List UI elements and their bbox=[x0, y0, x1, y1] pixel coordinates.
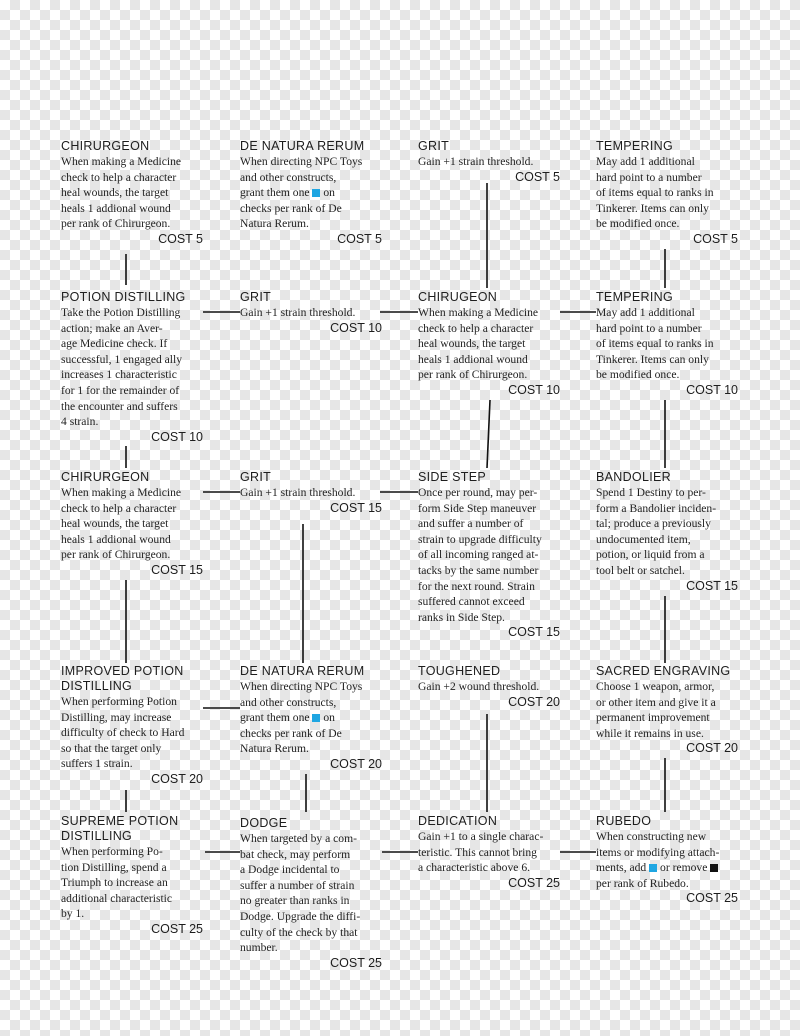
talent-description bbox=[418, 305, 560, 383]
talent-title: POTION DISTILLING bbox=[61, 290, 186, 304]
talent-title: SIDE STEP bbox=[418, 470, 486, 484]
description-text: When performing Po- tion Distilling, spend a Triumph to increase an additional characteristic by 1. bbox=[61, 845, 173, 921]
description-text: When targeted by a com- bat check, may perform a Dodge incidental to suffer a number of strain no greater than ranks in Dodge. Upgrade the diffi- culty of the check by that number. bbox=[240, 832, 361, 955]
talent-description bbox=[240, 679, 382, 757]
talent-card bbox=[61, 814, 203, 937]
talent-description bbox=[418, 829, 560, 876]
talent-description bbox=[596, 154, 738, 232]
talent-card bbox=[61, 139, 203, 247]
talent-title: IMPROVED POTION DISTILLING bbox=[61, 664, 184, 693]
talent-card bbox=[596, 470, 738, 594]
talent-title: DODGE bbox=[240, 816, 288, 830]
description-text: Gain +1 strain threshold. bbox=[418, 155, 534, 168]
description-text: on checks per rank of De Natura Rerum. bbox=[240, 711, 342, 756]
description-text: Gain +1 to a single charac- teristic. This cannot bring a characteristic above 6. bbox=[418, 830, 544, 875]
description-text: Gain +1 strain threshold. bbox=[240, 306, 356, 319]
description-text: When performing Potion Distilling, may increase difficulty of check to Hard so that the target only suffers 1 strain. bbox=[61, 695, 185, 771]
talent-cost: COST 20 bbox=[330, 756, 382, 771]
talent-title: SUPREME POTION DISTILLING bbox=[61, 814, 179, 843]
talent-cost: COST 10 bbox=[330, 320, 382, 335]
talent-cost: COST 20 bbox=[151, 771, 203, 786]
talent-description bbox=[240, 485, 382, 501]
talent-card bbox=[418, 139, 560, 185]
talent-cost: COST 5 bbox=[337, 231, 382, 246]
talent-title: GRIT bbox=[240, 290, 272, 304]
talent-title: DEDICATION bbox=[418, 814, 498, 828]
talent-title: CHIRURGEON bbox=[61, 470, 150, 484]
talent-cost: COST 15 bbox=[686, 578, 738, 593]
talent-title: SACRED ENGRAVING bbox=[596, 664, 731, 678]
description-text: Gain +1 strain threshold. bbox=[240, 486, 356, 499]
talent-card bbox=[596, 139, 738, 247]
talent-card bbox=[240, 816, 382, 971]
talent-cost: COST 15 bbox=[330, 500, 382, 515]
talent-description bbox=[596, 485, 738, 579]
description-text: May add 1 additional hard point to a number of items equal to ranks in Tinkerer. Items can only be modified once. bbox=[596, 306, 714, 382]
talent-card bbox=[596, 814, 738, 906]
boost-die-icon bbox=[649, 864, 657, 872]
talent-title: GRIT bbox=[418, 139, 450, 153]
talent-card bbox=[240, 290, 382, 336]
talent-card bbox=[240, 664, 382, 772]
description-text: When directing NPC Toys and other constructs, grant them one bbox=[240, 680, 363, 725]
description-text: Gain +2 wound threshold. bbox=[418, 680, 540, 693]
description-text: Once per round, may per- form Side Step maneuver and suffer a number of strain to upgrade difficulty of all incoming ranged at- tacks by the same number for the next round. Strain suffered cannot exceed ranks in Side Step. bbox=[418, 486, 542, 624]
talent-card bbox=[418, 664, 560, 710]
talent-cost: COST 25 bbox=[686, 891, 738, 906]
setback-die-icon bbox=[710, 864, 718, 872]
talent-cost: COST 5 bbox=[158, 231, 203, 246]
description-text: When making a Medicine check to help a character heal wounds, the target heals 1 addional wound per rank of Chirurgeon. bbox=[61, 486, 182, 562]
talent-description bbox=[240, 831, 382, 956]
talent-cost: COST 25 bbox=[330, 955, 382, 970]
talent-title: CHIRURGEON bbox=[61, 139, 150, 153]
talent-title: GRIT bbox=[240, 470, 272, 484]
talent-cost: COST 10 bbox=[151, 429, 203, 444]
talent-cost: COST 25 bbox=[508, 875, 560, 890]
connector-line bbox=[487, 400, 490, 468]
talent-description bbox=[240, 154, 382, 232]
description-text: When constructing new items or modifying attach- ments, add bbox=[596, 830, 720, 875]
talent-description bbox=[61, 844, 203, 922]
talent-card bbox=[418, 290, 560, 398]
talent-card bbox=[61, 290, 203, 445]
talent-cost: COST 25 bbox=[151, 921, 203, 936]
talent-title: DE NATURA RERUM bbox=[240, 664, 365, 678]
talent-description bbox=[418, 154, 560, 170]
talent-card bbox=[61, 470, 203, 578]
talent-cost: COST 5 bbox=[693, 231, 738, 246]
talent-card bbox=[596, 664, 738, 756]
talent-description bbox=[596, 679, 738, 741]
talent-description bbox=[596, 305, 738, 383]
description-text: on checks per rank of De Natura Rerum. bbox=[240, 186, 342, 231]
talent-description bbox=[61, 485, 203, 563]
talent-title: TEMPERING bbox=[596, 290, 674, 304]
talent-title: TEMPERING bbox=[596, 139, 674, 153]
description-text: When making a Medicine check to help a character heal wounds, the target heals 1 addional wound per rank of Chirurgeon. bbox=[61, 155, 182, 231]
talent-cost: COST 20 bbox=[508, 694, 560, 709]
description-text: Spend 1 Destiny to per- form a Bandolier inciden- tal; produce a previously undocumented item, potion, or liquid from a tool belt or satchel. bbox=[596, 486, 717, 577]
talent-description bbox=[418, 679, 560, 695]
description-text: or remove bbox=[657, 861, 711, 875]
talent-title: CHIRUGEON bbox=[418, 290, 498, 304]
talent-title: TOUGHENED bbox=[418, 664, 501, 678]
talent-cost: COST 15 bbox=[151, 562, 203, 577]
talent-cost: COST 10 bbox=[508, 382, 560, 397]
description-text: May add 1 additional hard point to a number of items equal to ranks in Tinkerer. Items can only be modified once. bbox=[596, 155, 714, 231]
talent-card bbox=[61, 664, 203, 787]
talent-cost: COST 15 bbox=[508, 625, 560, 640]
talent-card bbox=[596, 290, 738, 398]
talent-cost: COST 10 bbox=[686, 382, 738, 397]
description-text: per rank of Rubedo. bbox=[596, 876, 689, 890]
talent-title: RUBEDO bbox=[596, 814, 652, 828]
description-text: When directing NPC Toys and other constructs, grant them one bbox=[240, 155, 363, 200]
talent-card bbox=[418, 470, 560, 640]
talent-description bbox=[61, 154, 203, 232]
talent-description bbox=[240, 305, 382, 321]
talent-cost: COST 5 bbox=[515, 169, 560, 184]
talent-description bbox=[61, 305, 203, 430]
talent-title: BANDOLIER bbox=[596, 470, 671, 484]
talent-card bbox=[418, 814, 560, 891]
talent-description bbox=[596, 829, 738, 891]
description-text: Take the Potion Distilling action; make an Aver- age Medicine check. If successful, 1 engaged ally increases 1 characteristic for 1 for the remainder of the encounter and suffers 4 strain. bbox=[61, 306, 183, 429]
talent-cost: COST 20 bbox=[686, 741, 738, 756]
talent-description bbox=[418, 485, 560, 625]
description-text: Choose 1 weapon, armor, or other item and give it a permanent improvement while it remains in use. bbox=[596, 680, 716, 740]
description-text: When making a Medicine check to help a character heal wounds, the target heals 1 addional wound per rank of Chirurgeon. bbox=[418, 306, 539, 382]
talent-card bbox=[240, 139, 382, 247]
talent-title: DE NATURA RERUM bbox=[240, 139, 365, 153]
talent-description bbox=[61, 694, 203, 772]
talent-card bbox=[240, 470, 382, 516]
